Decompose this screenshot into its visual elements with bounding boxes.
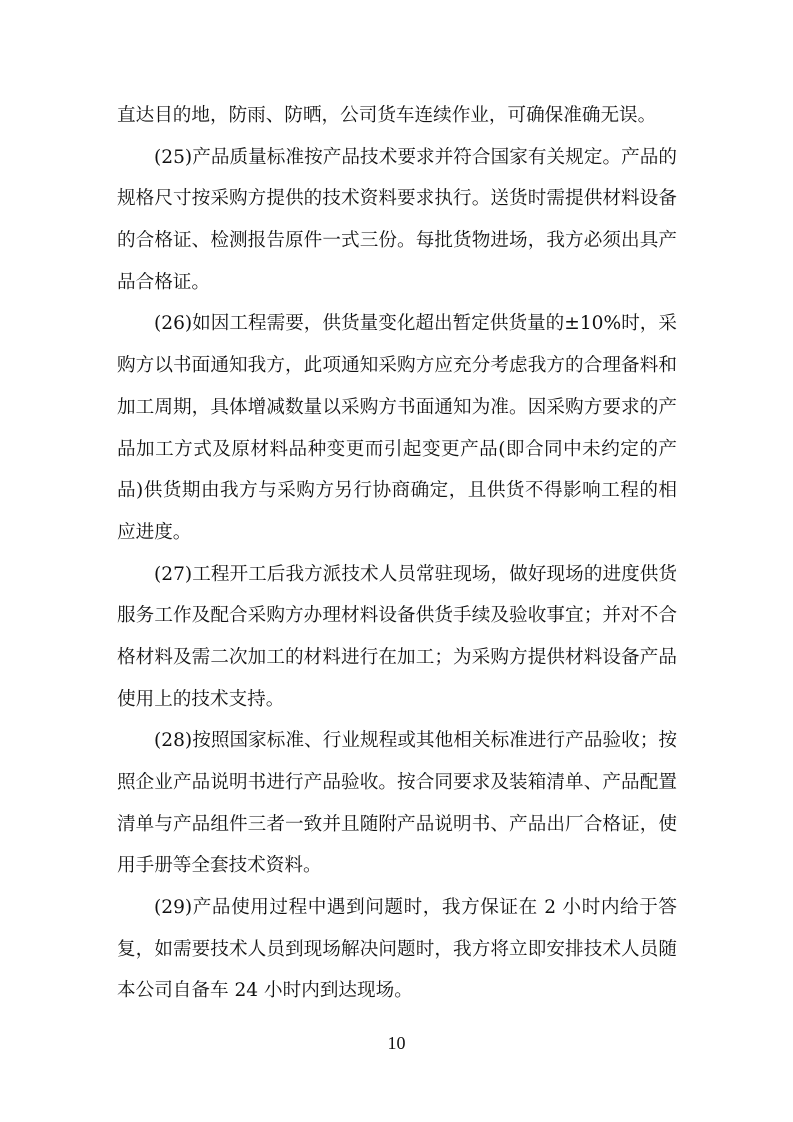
text-line: 规格尺寸按采购方提供的技术资料要求执行。送货时需提供材料设备 bbox=[117, 188, 677, 210]
text-line: 的合格证、检测报告原件一式三份。每批货物进场，我方必须出具产 bbox=[117, 230, 677, 252]
paragraph bbox=[117, 720, 677, 887]
text-line: 格材料及需二次加工的材料进行在加工；为采购方提供材料设备产品 bbox=[117, 646, 677, 668]
document-body bbox=[117, 95, 677, 1012]
text-line: 使用上的技术支持。 bbox=[117, 688, 285, 710]
text-line: 清单与产品组件三者一致并且随附产品说明书、产品出厂合格证，使 bbox=[117, 813, 677, 835]
text-line: 应进度。 bbox=[117, 521, 192, 543]
text-line: (25)产品质量标准按产品技术要求并符合国家有关规定。产品的 bbox=[154, 146, 677, 168]
paragraph bbox=[117, 887, 677, 1012]
text-line: 复，如需要技术人员到现场解决问题时，我方将立即安排技术人员随 bbox=[117, 938, 677, 960]
text-line: 购方以书面通知我方，此项通知采购方应充分考虑我方的合理备料和 bbox=[117, 355, 677, 377]
text-line: 品)供货期由我方与采购方另行协商确定，且供货不得影响工程的相 bbox=[117, 480, 677, 502]
text-line: (27)工程开工后我方派技术人员常驻现场，做好现场的进度供货 bbox=[154, 563, 677, 585]
text-line: (28)按照国家标准、行业规程或其他相关标准进行产品验收；按 bbox=[154, 730, 677, 752]
text-line: (26)如因工程需要，供货量变化超出暂定供货量的±10%时，采 bbox=[154, 313, 677, 335]
text-line: 直达目的地，防雨、防晒，公司货车连续作业，可确保准确无误。 bbox=[117, 105, 657, 126]
text-line: 品合格证。 bbox=[117, 271, 210, 293]
text-line: 品加工方式及原材料品种变更而引起变更产品(即合同中未约定的产 bbox=[117, 438, 677, 460]
paragraph bbox=[117, 554, 677, 721]
text-line: 本公司自备车 24 小时内到达现场。 bbox=[117, 980, 413, 1002]
text-line: (29)产品使用过程中遇到问题时，我方保证在 2 小时内给于答 bbox=[154, 897, 677, 919]
text-line: 服务工作及配合采购方办理材料设备供货手续及验收事宜；并对不合 bbox=[117, 605, 677, 627]
paragraph bbox=[117, 95, 677, 137]
text-line: 加工周期，具体增减数量以采购方书面通知为准。因采购方要求的产 bbox=[117, 396, 677, 418]
paragraph bbox=[117, 303, 677, 553]
text-line: 用手册等全套技术资料。 bbox=[117, 855, 322, 877]
page-number: 10 bbox=[387, 1033, 406, 1053]
paragraph bbox=[117, 137, 677, 304]
text-line: 照企业产品说明书进行产品验收。按合同要求及装箱清单、产品配置 bbox=[117, 772, 677, 793]
